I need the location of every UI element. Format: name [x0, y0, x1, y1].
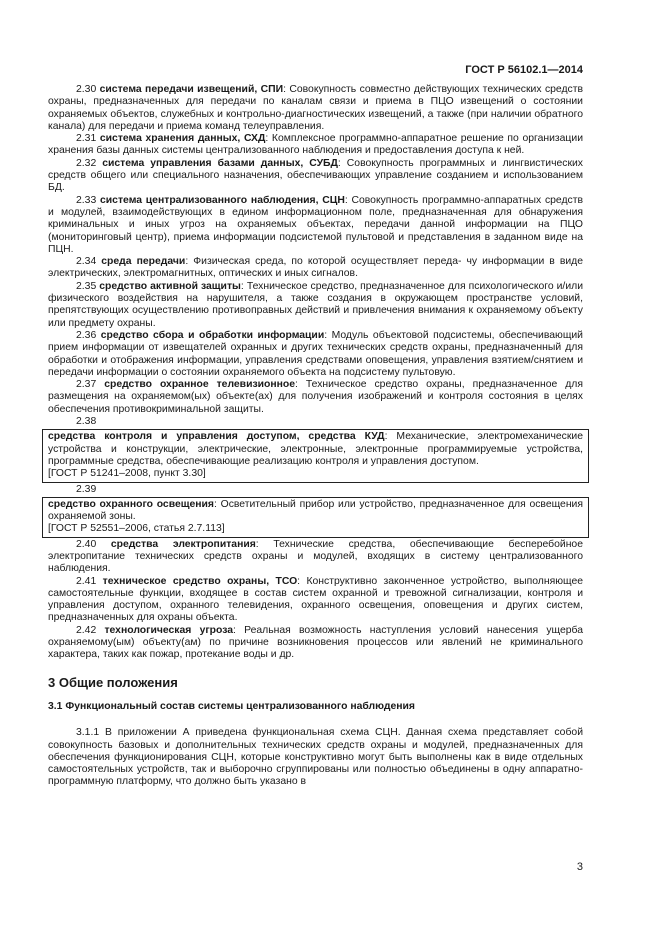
- term-title: средство охранного освещения: [48, 498, 214, 510]
- term-entry-2-34: 2.34 среда передачи: Физическая среда, по которой осуществляет переда- чу информации в виде электрических, электромагнитных, оптических и иных сигналов.: [48, 256, 583, 280]
- term-title: средство охранное телевизионное: [104, 379, 296, 391]
- term-entry-2-42: 2.42 технологическая угроза: Реальная возможность наступления условий нанесения ущерба охраняемому(ым) объекту(ам) по причине возникновения процессов или явлений не криминального характера, таких как пожар, протекание воды и др.: [48, 624, 583, 661]
- document-header: ГОСТ Р 56102.1—2014: [465, 64, 583, 76]
- term-title: средство сбора и обработки информации: [100, 329, 325, 341]
- term-title: система передачи извещений, СПИ: [99, 84, 284, 95]
- term-entry-2-32: 2.32 система управления базами данных, СУБД: Совокупность программных и лингвистических средств общего или специального назначения, обеспечивающих управление созданием и использованием БД.: [48, 157, 583, 194]
- term-entry-2-41: 2.41 техническое средство охраны, ТСО: Конструктивно законченное устройство, выполняющее самостоятельные функции, входящее в состав систем охранной и тревожной сигнализации, контроля и управления доступом, охранного телевидения, охранного освещения, оповещения и других систем, предназначенных для охраны объекта.: [48, 575, 584, 624]
- term-title: система централизованного наблюдения, СЦН: [100, 194, 345, 206]
- term-number-2-38: 2.38: [76, 416, 97, 428]
- term-number-2-39: 2.39: [76, 483, 97, 495]
- paragraph-3-1-1: 3.1.1 В приложении А приведена функциональная схема СЦН. Данная схема представляет собой совокупность базовых и дополнительных технических средств охраны и модулей, предназначенных для обеспечения функционирования СЦН, которые конструктивно могут быть выполнены как в виде отдельных самостоятельных устройств, так и выборочно сгруппированы или полностью объединены в одну аппаратно-программную платформу, что должно быть указано в: [48, 727, 583, 788]
- section-heading: 3 Общие положения: [48, 674, 178, 690]
- term-entry-2-35: 2.35 средство активной защиты: Техническое средство, предназначенное для психологического и/или физического воздействия на нарушителя, а также создания в окружающем пространстве условий, препятствующих осуществлению противоправных действий и привлечения внимания к охраняемому объекту или предмету охраны.: [48, 280, 583, 329]
- term-title: средства электропитания: [110, 538, 256, 550]
- subsection-heading: 3.1 Функциональный состав системы централизованного наблюдения: [48, 700, 415, 712]
- term-entry-2-30: 2.30 система передачи извещений, СПИ: Совокупность совместно действующих технических средств охраны, предназначенных для передачи по каналам связи и приема в ПЦО извещений о состоянии охраняемых объектов, служебных и контрольно-диагностических извещений, а также (при наличии обратного канала) для передачи и приема команд телеуправления.: [48, 84, 584, 132]
- term-entry-2-33: 2.33 система централизованного наблюдения, СЦН: Совокупность программно-аппаратных средств и модулей, взаимодействующих в едином информационном поле, предназначенная для обнаружения криминальных и иных угроз на охраняемых объектах, передачи данной информации на ПЦО (мониторинговый центр), приема информации подсистемой пультовой и представления в заданном виде на ПЦН.: [48, 194, 584, 255]
- term-title: средство активной защиты: [99, 280, 241, 292]
- source-reference: [ГОСТ Р 51241–2008, пункт 3.30]: [48, 468, 206, 480]
- boxed-definition: средство охранного освещения: Осветительный прибор или устройство, предназначенное для освещения охраняемой зоны.: [48, 498, 583, 523]
- term-title: среда передачи: [101, 256, 186, 268]
- term-title: средства контроля и управления доступом, средства КУД: [48, 431, 385, 443]
- page-content: [48, 84, 583, 789]
- source-reference: [ГОСТ Р 52551–2006, статья 2.7.113]: [48, 523, 225, 535]
- term-entry-2-36: 2.36 средство сбора и обработки информации: Модуль объектовой подсистемы, обеспечивающий прием информации от извещателей охранных и других технических средств охраны, предназначенный для обработки и отображения информации, управления средствами оповещения, управления взятием/снятием и передачи информации о состоянии охраняемого объекта на подсистему пультовую.: [48, 329, 583, 378]
- boxed-definition: средства контроля и управления доступом, средства КУД: Механические, электромеханические устройства и конструкции, электрические, электронные, электронные программируемые устройства, программные средства, обеспечивающие реализацию контроля и управления доступом.: [48, 431, 583, 467]
- term-box-2-38: [42, 429, 589, 482]
- term-title: система управления базами данных, СУБД: [102, 157, 338, 169]
- term-entry-2-40: 2.40 средства электропитания: Технические средства, обеспечивающие бесперебойное электропитание технических средств охраны и модулей, входящих в систему централизованного наблюдения.: [48, 538, 583, 575]
- term-box-2-39: [42, 497, 589, 538]
- term-entry-2-37: 2.37 средство охранное телевизионное: Техническое средство охраны, предназначенное для размещения на охраняемом(ых) объекте(ах) для получения изображений и контроля состояния в целях обеспечения противокриминальной защиты.: [48, 379, 583, 415]
- term-entry-2-31: 2.31 система хранения данных, СХД: Комплексное программно-аппаратное решение по организации хранения базы данных системы централизованного наблюдения и предоставления доступа к ней.: [48, 133, 583, 157]
- term-title: технологическая угроза: [104, 624, 234, 636]
- page-number: 3: [576, 861, 583, 873]
- term-title: техническое средство охраны, ТСО: [102, 575, 298, 587]
- term-title: система хранения данных, СХД: [99, 133, 266, 145]
